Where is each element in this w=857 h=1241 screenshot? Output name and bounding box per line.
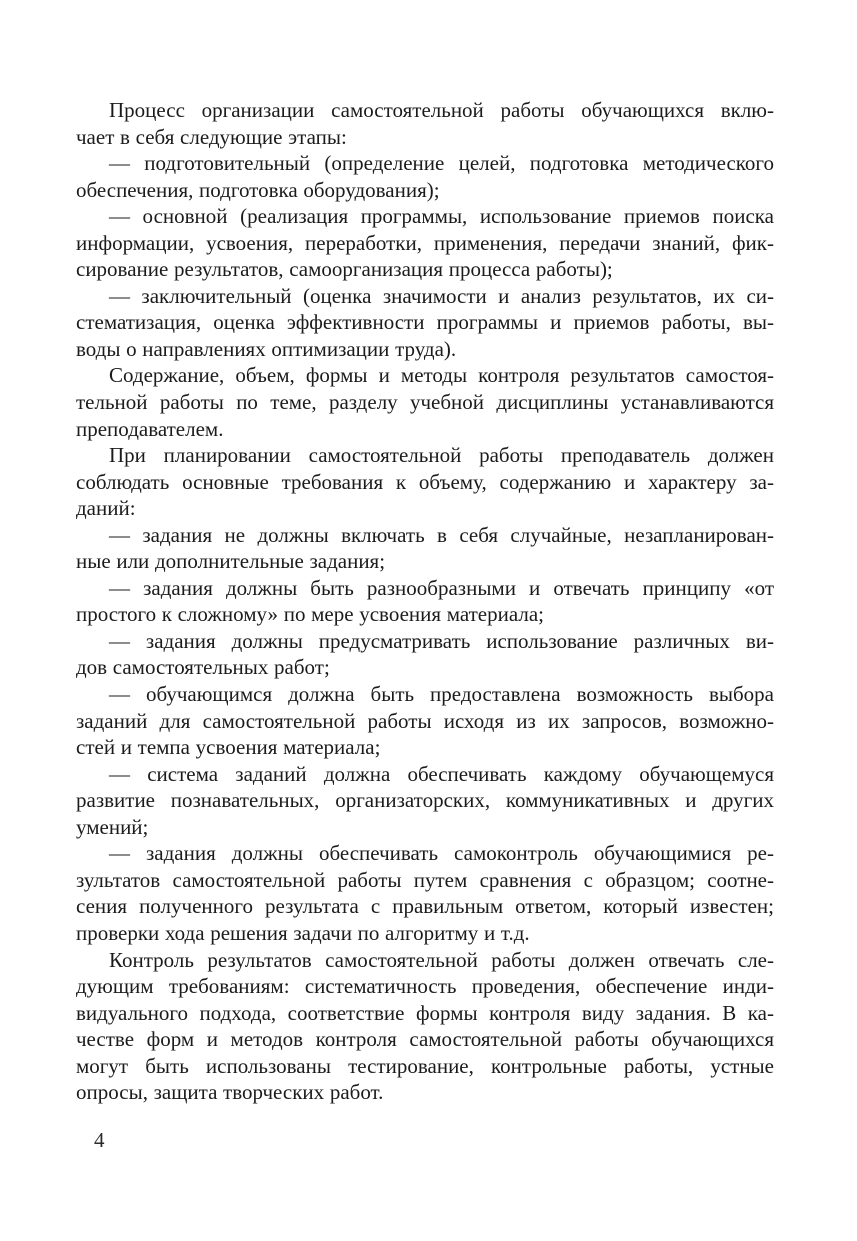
- text-line: умений;: [76, 814, 149, 839]
- text-line: преподавателем.: [76, 416, 224, 441]
- text-line: информации, усвоения, переработки, применения, передачи знаний, фик-: [76, 230, 774, 255]
- paragraph: [76, 283, 774, 363]
- text-line: заданий для самостоятельной работы исходя из их запросов, возможно-: [76, 708, 774, 733]
- text-line: — подготовительный (определение целей, подготовка методического: [109, 151, 774, 176]
- text-line: тельной работы по теме, разделу учебной дисциплины устанавливаются: [76, 390, 774, 415]
- text-line: дов самостоятельных работ;: [76, 655, 330, 680]
- text-line: сирование результатов, самоорганизация процесса работы);: [76, 257, 613, 282]
- text-line: — заключительный (оценка значимости и анализ результатов, их си-: [109, 283, 774, 308]
- text-line: — задания должны предусматривать использование различных ви-: [109, 628, 774, 653]
- text-line: — задания должны обеспечивать самоконтроль обучающимися ре-: [109, 841, 774, 866]
- text-line: — задания не должны включать в себя случайные, незапланирован-: [109, 522, 774, 547]
- text-line: чает в себя следующие этапы:: [76, 124, 347, 149]
- paragraph: [76, 681, 774, 761]
- paragraph: [76, 97, 774, 150]
- paragraph: [76, 203, 774, 283]
- text-line: стей и темпа усвоения материала;: [76, 735, 381, 760]
- text-line: стематизация, оценка эффективности программы и приемов работы, вы-: [76, 310, 774, 335]
- text-line: опросы, защита творческих работ.: [76, 1080, 384, 1105]
- text-line: честве форм и методов контроля самостоятельной работы обучающихся: [76, 1027, 774, 1052]
- text-line: видуального подхода, соответствие формы контроля виду задания. В ка-: [76, 1000, 774, 1025]
- text-line: — система заданий должна обеспечивать каждому обучающемуся: [109, 761, 774, 786]
- text-line: — обучающимся должна быть предоставлена возможность выбора: [109, 682, 774, 707]
- text-line: простого к сложному» по мере усвоения материала;: [76, 602, 545, 627]
- text-line: ные или дополнительные задания;: [76, 549, 386, 574]
- page-number: 4: [94, 1128, 105, 1152]
- text-line: дующим требованиям: систематичность проведения, обеспечение инди-: [76, 974, 774, 999]
- paragraph: [76, 575, 774, 628]
- text-line: При планировании самостоятельной работы преподаватель должен: [109, 443, 774, 468]
- text-block: [76, 97, 774, 1106]
- text-line: Контроль результатов самостоятельной работы должен отвечать сле-: [109, 947, 774, 972]
- paragraph: [76, 442, 774, 522]
- paragraph: [76, 840, 774, 946]
- text-line: Содержание, объем, формы и методы контроля результатов самостоя-: [109, 363, 774, 388]
- text-line: проверки хода решения задачи по алгоритму и т.д.: [76, 920, 530, 945]
- text-line: обеспечения, подготовка оборудования);: [76, 177, 440, 202]
- paragraph: [76, 761, 774, 841]
- text-line: соблюдать основные требования к объему, содержанию и характеру за-: [76, 469, 774, 494]
- text-line: даний:: [76, 496, 136, 521]
- text-line: могут быть использованы тестирование, контрольные работы, устные: [76, 1053, 774, 1078]
- text-line: — основной (реализация программы, использование приемов поиска: [109, 204, 774, 229]
- text-line: сения полученного результата с правильным ответом, который известен;: [76, 894, 774, 919]
- paragraph: [76, 947, 774, 1106]
- text-line: зультатов самостоятельной работы путем сравнения с образцом; соотне-: [76, 867, 774, 892]
- text-line: воды о направлениях оптимизации труда).: [76, 336, 457, 361]
- text-line: развитие познавательных, организаторских, коммуникативных и других: [76, 788, 774, 813]
- paragraph: [76, 522, 774, 575]
- text-line: — задания должны быть разнообразными и отвечать принципу «от: [109, 575, 774, 600]
- paragraph: [76, 150, 774, 203]
- text-line: Процесс организации самостоятельной работы обучающихся вклю-: [109, 98, 774, 122]
- paragraph: [76, 362, 774, 442]
- paragraph: [76, 628, 774, 681]
